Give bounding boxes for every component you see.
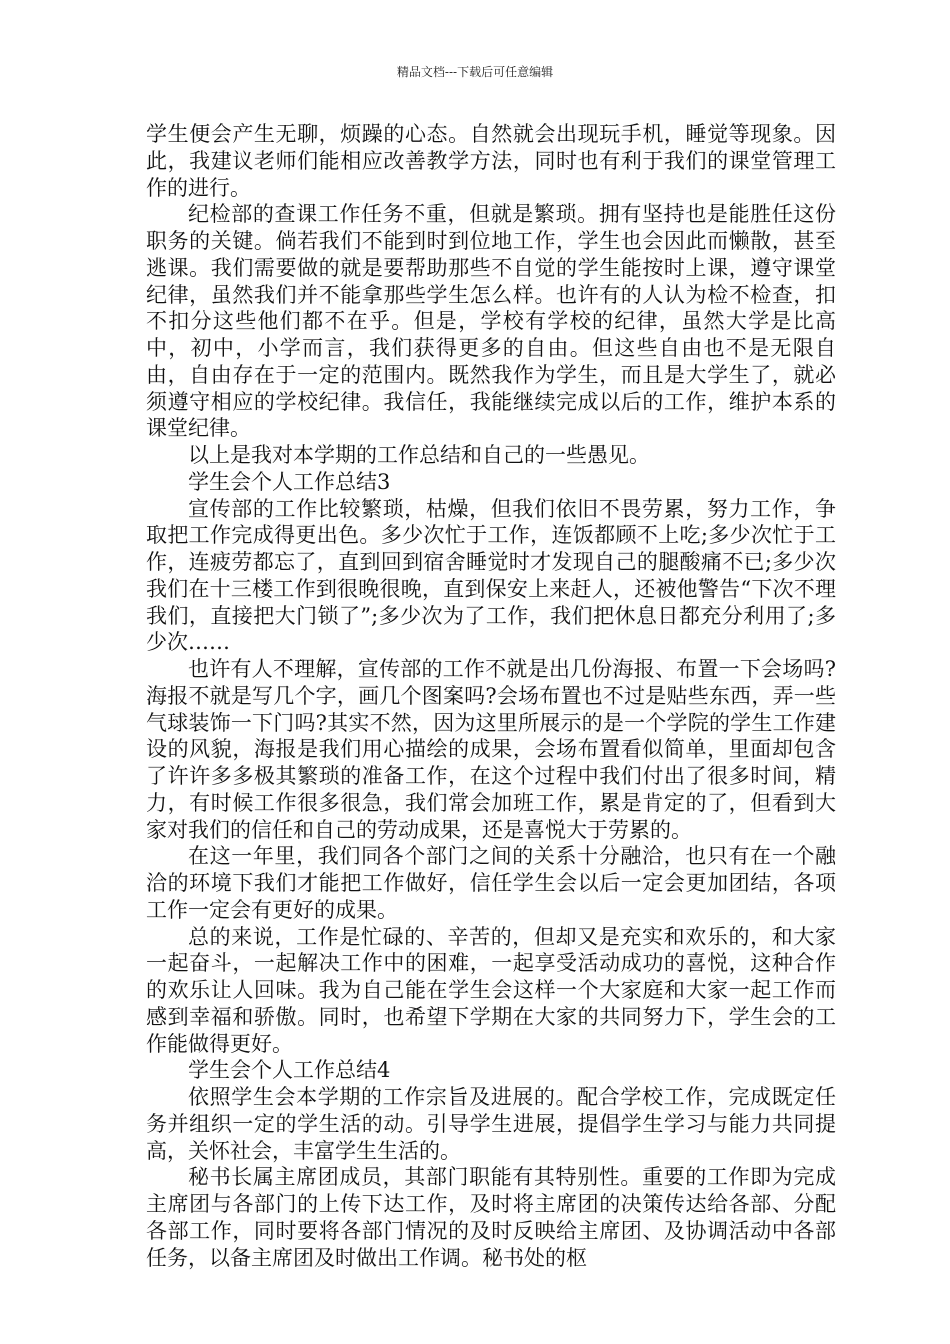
paragraph: 在这一年里，我们同各个部门之间的关系十分融洽，也只有在一个融洽的环境下我们才能把工作做好，信任学生会以后一定会更加团结，各项工作一定会有更好的成果。	[146, 844, 836, 922]
paragraph: 依照学生会本学期的工作宗旨及进展的。配合学校工作，完成既定任务并组织一定的学生活的动。引导学生进展，提倡学生学习与能力共同提高，关怀社会，丰富学生生活的。	[146, 1085, 836, 1163]
paragraph: 秘书长属主席团成员，其部门职能有其特别性。重要的工作即为完成主席团与各部门的上传下达工作，及时将主席团的决策传达给各部、分配各部工作，同时要将各部门情况的及时反映给主席团、及协调活动中各部任务，以备主席团及时做出工作调。秘书处的枢	[146, 1165, 836, 1270]
paragraph: 纪检部的查课工作任务不重，但就是繁琐。拥有坚持也是能胜任这份职务的关键。倘若我们不能到时到位地工作，学生也会因此而懒散，甚至逃课。我们需要做的就是要帮助那些不自觉的学生能按时上课，遵守课堂纪律，虽然我们并不能拿那些学生怎么样。也许有的人认为检不检查，扣不扣分这些他们都不在乎。但是，学校有学校的纪律，虽然大学是比高中，初中，小学而言，我们获得更多的自由。但这些自由也不是无限自由，自由存在于一定的范围内。既然我作为学生，而且是大学生了，就必须遵守相应的学校纪律。我信任，我能继续完成以后的工作，维护本系的课堂纪律。	[146, 202, 836, 441]
document-body	[146, 121, 836, 1271]
section-heading: 学生会个人工作总结3	[188, 469, 391, 494]
paragraph: 宣传部的工作比较繁琐，枯燥，但我们依旧不畏劳累，努力工作，争取把工作完成得更出色。多少次忙于工作，连饭都顾不上吃;多少次忙于工作，连疲劳都忘了，直到回到宿舍睡觉时才发现自己的腿酸痛不已;多少次我们在十三楼工作到很晚很晚，直到保安上来赶人，还被他警告“下次不理我们，直接把大门锁了”;多少次为了工作，我们把休息日都充分利用了;多少次……	[146, 496, 836, 655]
paragraph: 也许有人不理解，宣传部的工作不就是出几份海报、布置一下会场吗?海报不就是写几个字，画几个图案吗?会场布置也不过是贴些东西，弄一些气球装饰一下门吗?其实不然，因为这里所展示的是一个学院的学生工作建设的风貌，海报是我们用心描绘的成果，会场布置看似简单，里面却包含了许许多多极其繁琐的准备工作，在这个过程中我们付出了很多时间，精力，有时候工作很多很急，我们常会加班工作，累是肯定的了，但看到大家对我们的信任和自己的劳动成果，还是喜悦大于劳累的。	[146, 657, 836, 842]
page-header: 精品文档---下载后可任意编辑	[396, 65, 554, 79]
paragraph: 以上是我对本学期的工作总结和自己的一些愚见。	[188, 443, 650, 467]
section-heading: 学生会个人工作总结4	[188, 1058, 391, 1083]
paragraph: 总的来说，工作是忙碌的、辛苦的，但却又是充实和欢乐的，和大家一起奋斗，一起解决工作中的困难，一起享受活动成功的喜悦，这种合作的欢乐让人回味。我为自己能在学生会这样一个大家庭和大家一起工作而感到幸福和骄傲。同时，也希望下学期在大家的共同努力下，学生会的工作能做得更好。	[146, 924, 836, 1056]
paragraph: 学生便会产生无聊，烦躁的心态。自然就会出现玩手机，睡觉等现象。因此，我建议老师们能相应改善教学方法，同时也有利于我们的课堂管理工作的进行。	[146, 122, 836, 200]
